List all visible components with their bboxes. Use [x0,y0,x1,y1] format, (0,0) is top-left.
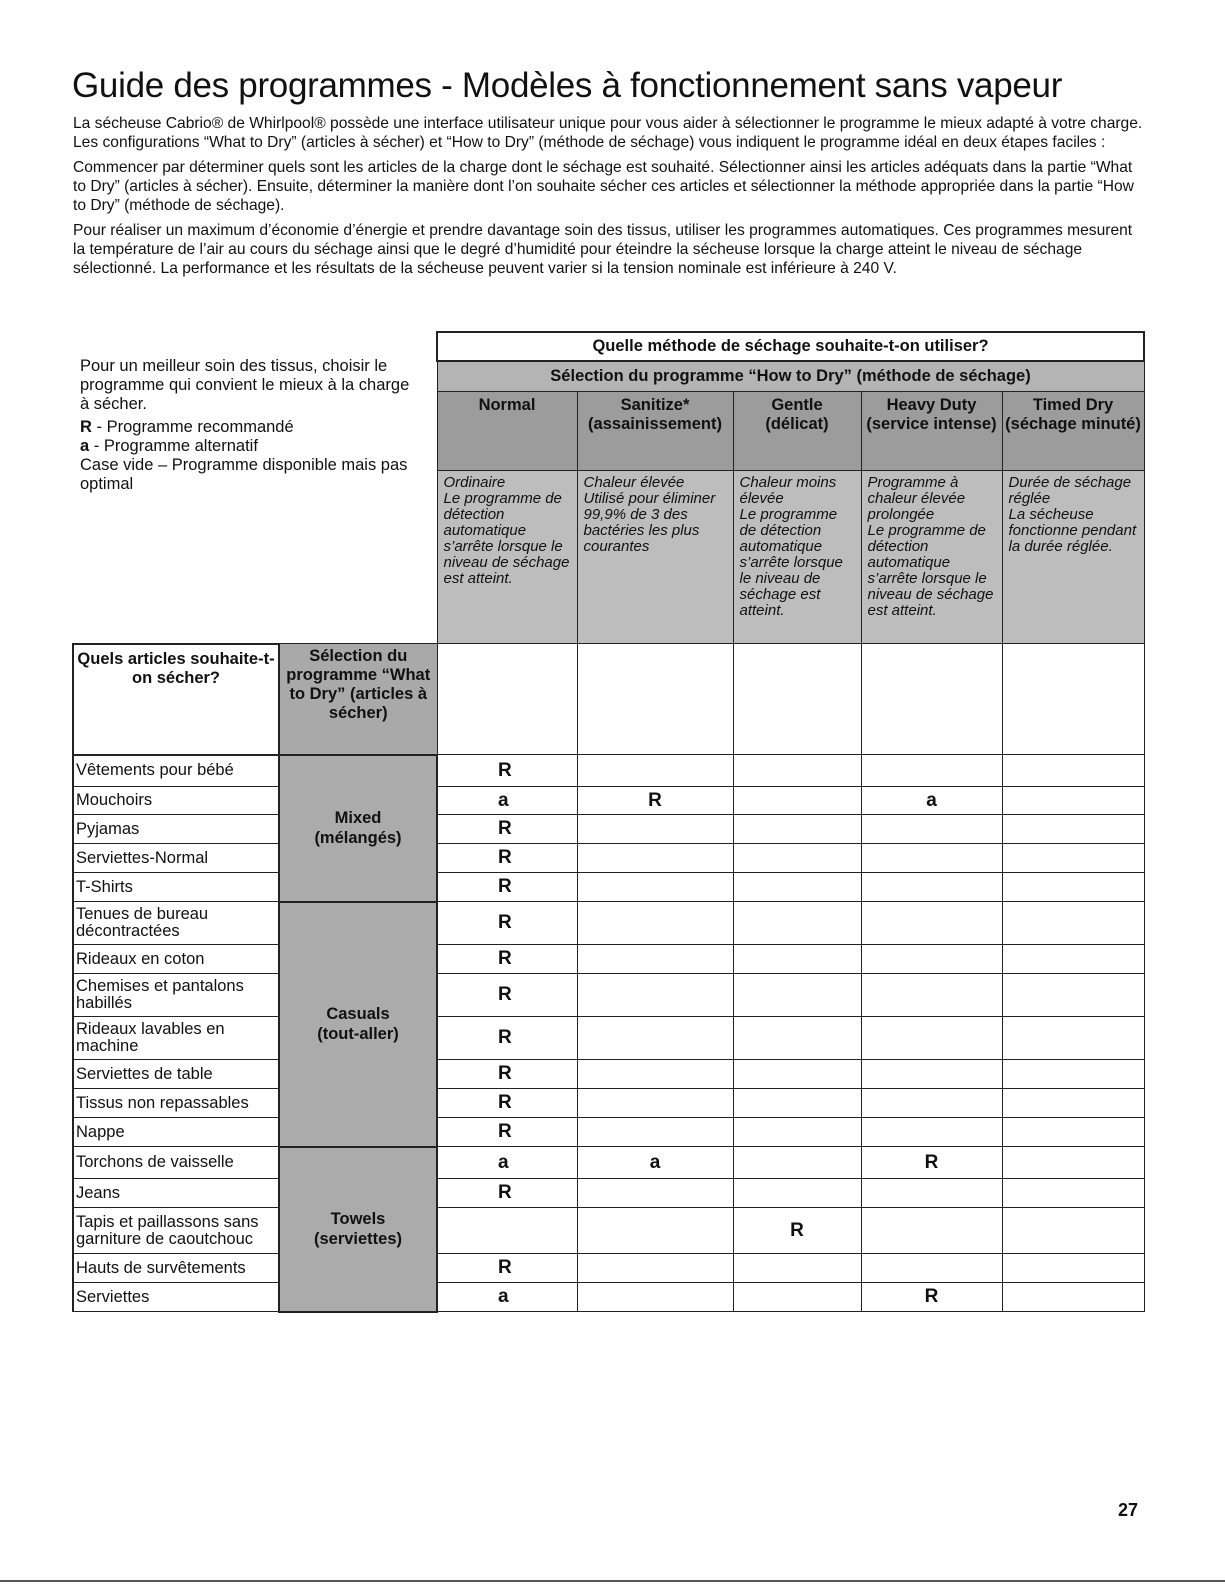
article-name: Rideaux en coton [73,945,279,974]
article-name: Serviettes-Normal [73,844,279,873]
program-mark [1002,815,1144,844]
legend-r-key: R [80,418,92,436]
program-mark [733,1060,861,1089]
program-mark [733,1147,861,1179]
program-mark: a [437,787,577,815]
program-mark [861,1179,1002,1208]
program-mark: R [861,1147,1002,1179]
how-to-dry-header: Sélection du programme “How to Dry” (méthode de séchage) [437,361,1144,392]
program-mark: R [437,873,577,902]
program-mark [861,815,1002,844]
program-mark [733,974,861,1017]
program-mark [1002,755,1144,787]
program-mark [1002,873,1144,902]
method-question-row [73,332,1144,361]
program-mark [733,815,861,844]
program-mark [861,902,1002,945]
bottom-rule [0,1580,1225,1582]
article-name: Jeans [73,1179,279,1208]
program-mark: R [437,1089,577,1118]
legend-intro: Pour un meilleur soin des tissus, choisir le programme qui convient le mieux à la charge à sécher. [80,357,410,413]
program-mark [1002,1017,1144,1060]
program-mark [1002,1060,1144,1089]
program-mark [577,1118,733,1147]
program-mark [861,1017,1002,1060]
article-name: Vêtements pour bébé [73,755,279,787]
program-mark [1002,787,1144,815]
table-row [73,902,1144,945]
program-description: Chaleur moins élevée Le programme de détection automatique s’arrête lorsque le niveau de séchage est atteint. [733,471,861,644]
program-description: Chaleur élevée Utilisé pour éliminer 99,9% de 3 des bactéries les plus courantes [577,471,733,644]
intro-paragraph: Commencer par déterminer quels sont les articles de la charge dont le séchage est souhaité. Sélectionner ainsi les articles adéquats dans la partie “What to Dry” (articles à sécher). Ensuite, déterminer la manière dont l’on souhaite sécher ces articles et sélectionner la méthode appropriée dans la partie “How to Dry” (méthode de séchage). [73,159,1134,214]
table-row [73,787,1144,815]
what-to-dry-group: Towels (serviettes) [279,1147,437,1312]
program-mark: R [437,844,577,873]
program-mark: R [437,945,577,974]
program-mark [733,1254,861,1283]
program-name: Timed Dry (séchage minuté) [1002,392,1144,471]
program-mark: a [577,1147,733,1179]
program-mark: R [437,1254,577,1283]
program-mark [577,1283,733,1312]
legend-a-key: a [80,437,90,455]
program-mark: a [437,1283,577,1312]
program-mark [733,1179,861,1208]
program-description: Programme à chaleur élevée prolongée Le programme de détection automatique s’arrête lorsque le niveau de séchage est atteint. [861,471,1002,644]
program-mark [861,755,1002,787]
table-row [73,1283,1144,1312]
program-mark [733,1283,861,1312]
intro-text [73,114,1148,284]
what-to-dry-group: Casuals (tout-aller) [279,902,437,1147]
article-name: Mouchoirs [73,787,279,815]
table-row [73,844,1144,873]
program-mark: R [733,1208,861,1254]
program-mark [733,844,861,873]
article-name: Hauts de survêtements [73,1254,279,1283]
program-mark [1002,844,1144,873]
program-mark [1002,1118,1144,1147]
program-mark [1002,1254,1144,1283]
program-mark [733,873,861,902]
program-mark [861,1089,1002,1118]
program-descriptions-row [73,471,1144,644]
program-mark [861,945,1002,974]
program-mark [861,1254,1002,1283]
program-name: Sanitize* (assainissement) [577,392,733,471]
table-row [73,1147,1144,1179]
program-mark [1002,1147,1144,1179]
program-mark [861,1118,1002,1147]
program-mark [577,815,733,844]
program-mark [733,1089,861,1118]
program-names-row [73,392,1144,471]
program-mark [577,974,733,1017]
intro-paragraph: La sécheuse Cabrio® de Whirlpool® possède une interface utilisateur unique pour vous aider à sélectionner le programme le mieux adapté à votre charge. Les configurations “What to Dry” (articles à sécher) et “How to Dry” (méthode de séchage) vous indiquent le programme idéal en deux étapes faciles : [73,115,1143,151]
program-mark [577,873,733,902]
program-mark [733,755,861,787]
program-name: Normal [437,392,577,471]
program-mark [577,1017,733,1060]
program-mark [861,873,1002,902]
program-mark: a [861,787,1002,815]
program-mark [861,1208,1002,1254]
program-mark [861,974,1002,1017]
program-mark [577,1089,733,1118]
program-mark: R [437,1118,577,1147]
program-mark: R [437,1017,577,1060]
program-mark [1002,902,1144,945]
program-mark [577,755,733,787]
program-mark: R [437,902,577,945]
legend-a-text: - Programme alternatif [89,437,258,455]
articles-header-row [73,644,1144,755]
guide-body [73,755,1144,1312]
program-mark: R [861,1283,1002,1312]
program-mark: R [437,1060,577,1089]
page-title: Guide des programmes - Modèles à fonctionnement sans vapeur [72,66,1063,105]
program-mark: R [437,974,577,1017]
program-mark [733,902,861,945]
legend-r-text: - Programme recommandé [91,418,294,436]
table-row [73,1118,1144,1147]
table-row [73,1179,1144,1208]
program-name: Heavy Duty (service intense) [861,392,1002,471]
article-name: Tenues de bureau décontractées [73,902,279,945]
program-mark [1002,945,1144,974]
program-mark: R [437,1179,577,1208]
program-mark [577,1060,733,1089]
table-row [73,974,1144,1017]
program-mark [1002,974,1144,1017]
program-mark [577,902,733,945]
table-row [73,873,1144,902]
program-mark [1002,1179,1144,1208]
article-name: Tissus non repassables [73,1089,279,1118]
program-mark [577,945,733,974]
program-mark [1002,1208,1144,1254]
program-guide-table [72,331,1145,1313]
table-row [73,815,1144,844]
legend-blank: Case vide – Programme disponible mais pas optimal [80,456,408,493]
how-to-dry-row [73,361,1144,392]
what-to-dry-header: Sélection du programme “What to Dry” (articles à sécher) [279,644,437,755]
program-mark: a [437,1147,577,1179]
program-mark: R [577,787,733,815]
article-name: Nappe [73,1118,279,1147]
program-mark [577,1179,733,1208]
program-mark [577,844,733,873]
program-mark [1002,1089,1144,1118]
article-name: Tapis et paillassons sans garniture de caoutchouc [73,1208,279,1254]
article-name: T-Shirts [73,873,279,902]
program-description: Ordinaire Le programme de détection automatique s’arrête lorsque le niveau de séchage est atteint. [437,471,577,644]
what-to-dry-group: Mixed (mélangés) [279,755,437,902]
table-row [73,945,1144,974]
program-mark [577,1208,733,1254]
program-mark [577,1254,733,1283]
program-mark [733,787,861,815]
program-mark: R [437,815,577,844]
program-mark [733,945,861,974]
page-number: 27 [1118,1500,1139,1520]
articles-question: Quels articles souhaite-t-on sécher? [73,644,279,755]
program-mark [437,1208,577,1254]
article-name: Serviettes de table [73,1060,279,1089]
article-name: Chemises et pantalons habillés [73,974,279,1017]
method-question: Quelle méthode de séchage souhaite-t-on utiliser? [437,332,1144,361]
program-mark: R [437,755,577,787]
table-row [73,1208,1144,1254]
article-name: Pyjamas [73,815,279,844]
program-description: Durée de séchage réglée La sécheuse fonctionne pendant la durée réglée. [1002,471,1144,644]
article-name: Rideaux lavables en machine [73,1017,279,1060]
program-mark [733,1118,861,1147]
table-row [73,755,1144,787]
program-mark [861,844,1002,873]
article-name: Serviettes [73,1283,279,1312]
program-mark [861,1060,1002,1089]
table-row [73,1060,1144,1089]
program-name: Gentle (délicat) [733,392,861,471]
table-row [73,1254,1144,1283]
program-mark [733,1017,861,1060]
program-mark [1002,1283,1144,1312]
table-row [73,1017,1144,1060]
intro-paragraph: Pour réaliser un maximum d’économie d’énergie et prendre davantage soin des tissus, utiliser les programmes automatiques. Ces programmes mesurent la température de l’air au cours du séchage ainsi que le degré d’humidité pour éteindre la sécheuse lorsque la charge atteint le niveau de séchage sélectionné. La performance et les résultats de la sécheuse peuvent varier si la tension nominale est inférieure à 240 V. [73,222,1133,277]
table-row [73,1089,1144,1118]
article-name: Torchons de vaisselle [73,1147,279,1179]
